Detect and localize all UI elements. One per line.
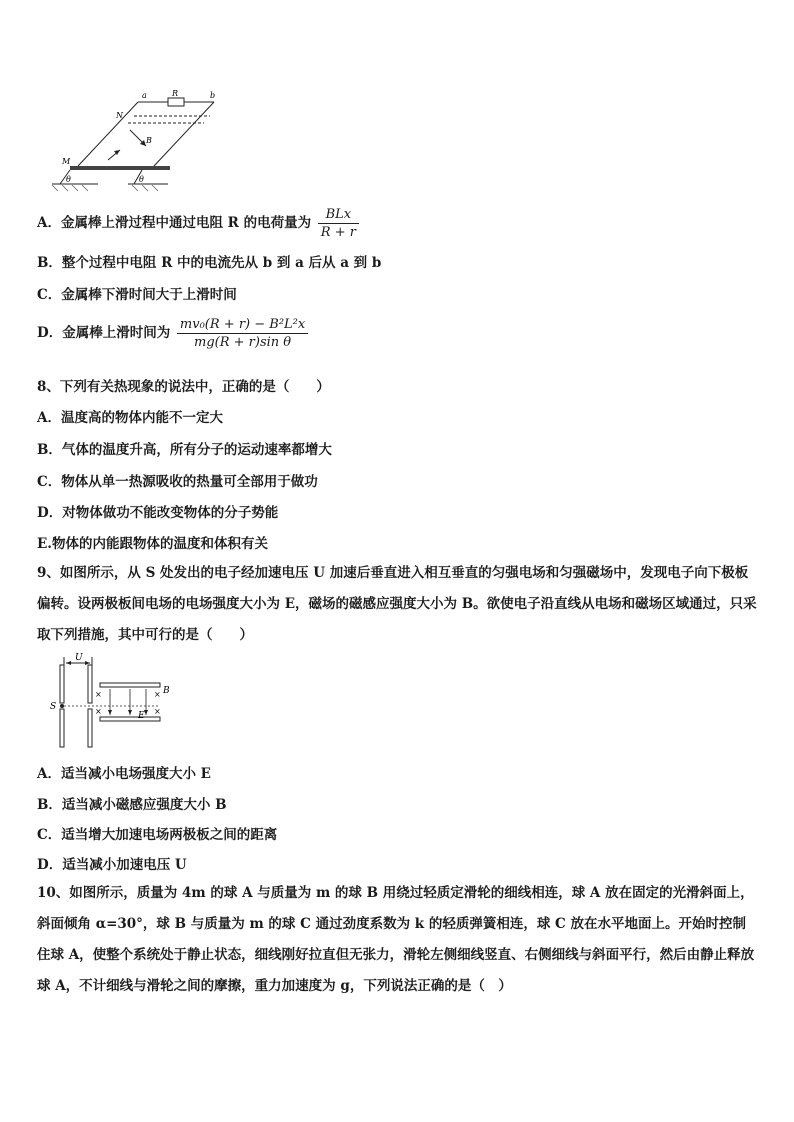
q7-option-a-text: A．金属棒上滑过程中通过电阻 R 的电荷量为 bbox=[37, 215, 312, 231]
q8-option-d: D．对物体做功不能改变物体的分子势能 bbox=[37, 505, 279, 521]
incline-rails-figure bbox=[38, 88, 238, 193]
velocity-selector-figure bbox=[50, 651, 180, 751]
q8-option-a: A．温度高的物体内能不一定大 bbox=[37, 410, 223, 426]
label-B: B bbox=[146, 136, 152, 145]
fraction-numerator: mv₀(R + r) − B²L²x bbox=[177, 316, 308, 334]
label-N: N bbox=[116, 111, 123, 120]
label-B: B bbox=[163, 686, 170, 696]
q7-option-d-fraction bbox=[177, 316, 308, 351]
q8-stem: 8、下列有关热现象的说法中，正确的是（ ） bbox=[37, 379, 330, 395]
metal-bar bbox=[70, 166, 170, 170]
q9-option-a: A．适当减小电场强度大小 E bbox=[37, 766, 211, 782]
cross-mark: × bbox=[154, 707, 161, 716]
cross-mark: × bbox=[154, 690, 161, 699]
label-b: b bbox=[210, 91, 216, 100]
label-a: a bbox=[142, 91, 147, 100]
label-R: R bbox=[172, 89, 179, 98]
q7-option-b: B．整个过程中电阻 R 中的电流先从 b 到 a 后从 a 到 b bbox=[37, 255, 382, 271]
label-theta-left: θ bbox=[66, 175, 71, 184]
q7-option-d bbox=[37, 316, 310, 351]
q7-option-c: C．金属棒下滑时间大于上滑时间 bbox=[37, 287, 237, 303]
q9-option-d: D．适当减小加速电压 U bbox=[37, 857, 187, 873]
cross-mark: × bbox=[95, 690, 102, 699]
q8-option-e: E.物体的内能跟物体的温度和体积有关 bbox=[37, 536, 268, 552]
label-M: M bbox=[62, 157, 71, 166]
label-E: E bbox=[138, 711, 145, 721]
source-point bbox=[60, 704, 64, 708]
q7-option-d-text: D．金属棒上滑时间为 bbox=[37, 325, 171, 341]
q7-option-a-fraction bbox=[318, 206, 359, 241]
fraction-numerator: BLx bbox=[318, 206, 359, 224]
label-U: U bbox=[75, 653, 83, 663]
q9-stem: 9、如图所示，从 S 处发出的电子经加速电压 U 加速后垂直进入相互垂直的匀强电场和匀强磁场中，发现电子向下极板偏转。设两极板间电场的电场强度大小为 E，磁场的磁感应强度大小为 B。欲使电子沿直线从电场和磁场区域通过，只采取下列措施，其中可行的是（ ） bbox=[37, 565, 757, 643]
q8-option-c: C．物体从单一热源吸收的热量可全部用于做功 bbox=[37, 474, 318, 490]
fraction-denominator: mg(R + r)sin θ bbox=[194, 335, 292, 350]
q10-stem: 10、如图所示，质量为 4m 的球 A 与质量为 m 的球 B 用绕过轻质定滑轮的细线相连，球 A 放在固定的光滑斜面上，斜面倾角 α=30°，球 B 与质量为 m 的球 C 通过劲度系数为 k 的轻质弹簧相连，球 C 放在水平地面上。开始时控制住球 A，使整个系统处于静止状态，细线刚好拉直但无张力，滑轮左侧细线竖直、右侧细线与斜面平行，然后由静止释放球 A，不计细线与滑轮之间的摩擦，重力加速度为 g，下列说法正确的是（ ） bbox=[37, 885, 755, 994]
cross-mark: × bbox=[95, 707, 102, 716]
label-S: S bbox=[50, 702, 57, 712]
label-theta-right: θ bbox=[139, 175, 144, 184]
resistor bbox=[168, 98, 184, 106]
q7-option-a bbox=[37, 206, 361, 241]
q9-option-c: C．适当增大加速电场两极板之间的距离 bbox=[37, 827, 278, 843]
q9-option-b: B．适当减小磁感应强度大小 B bbox=[37, 797, 227, 813]
q8-option-b: B．气体的温度升高，所有分子的运动速率都增大 bbox=[37, 442, 332, 458]
fraction-denominator: R + r bbox=[320, 225, 356, 240]
